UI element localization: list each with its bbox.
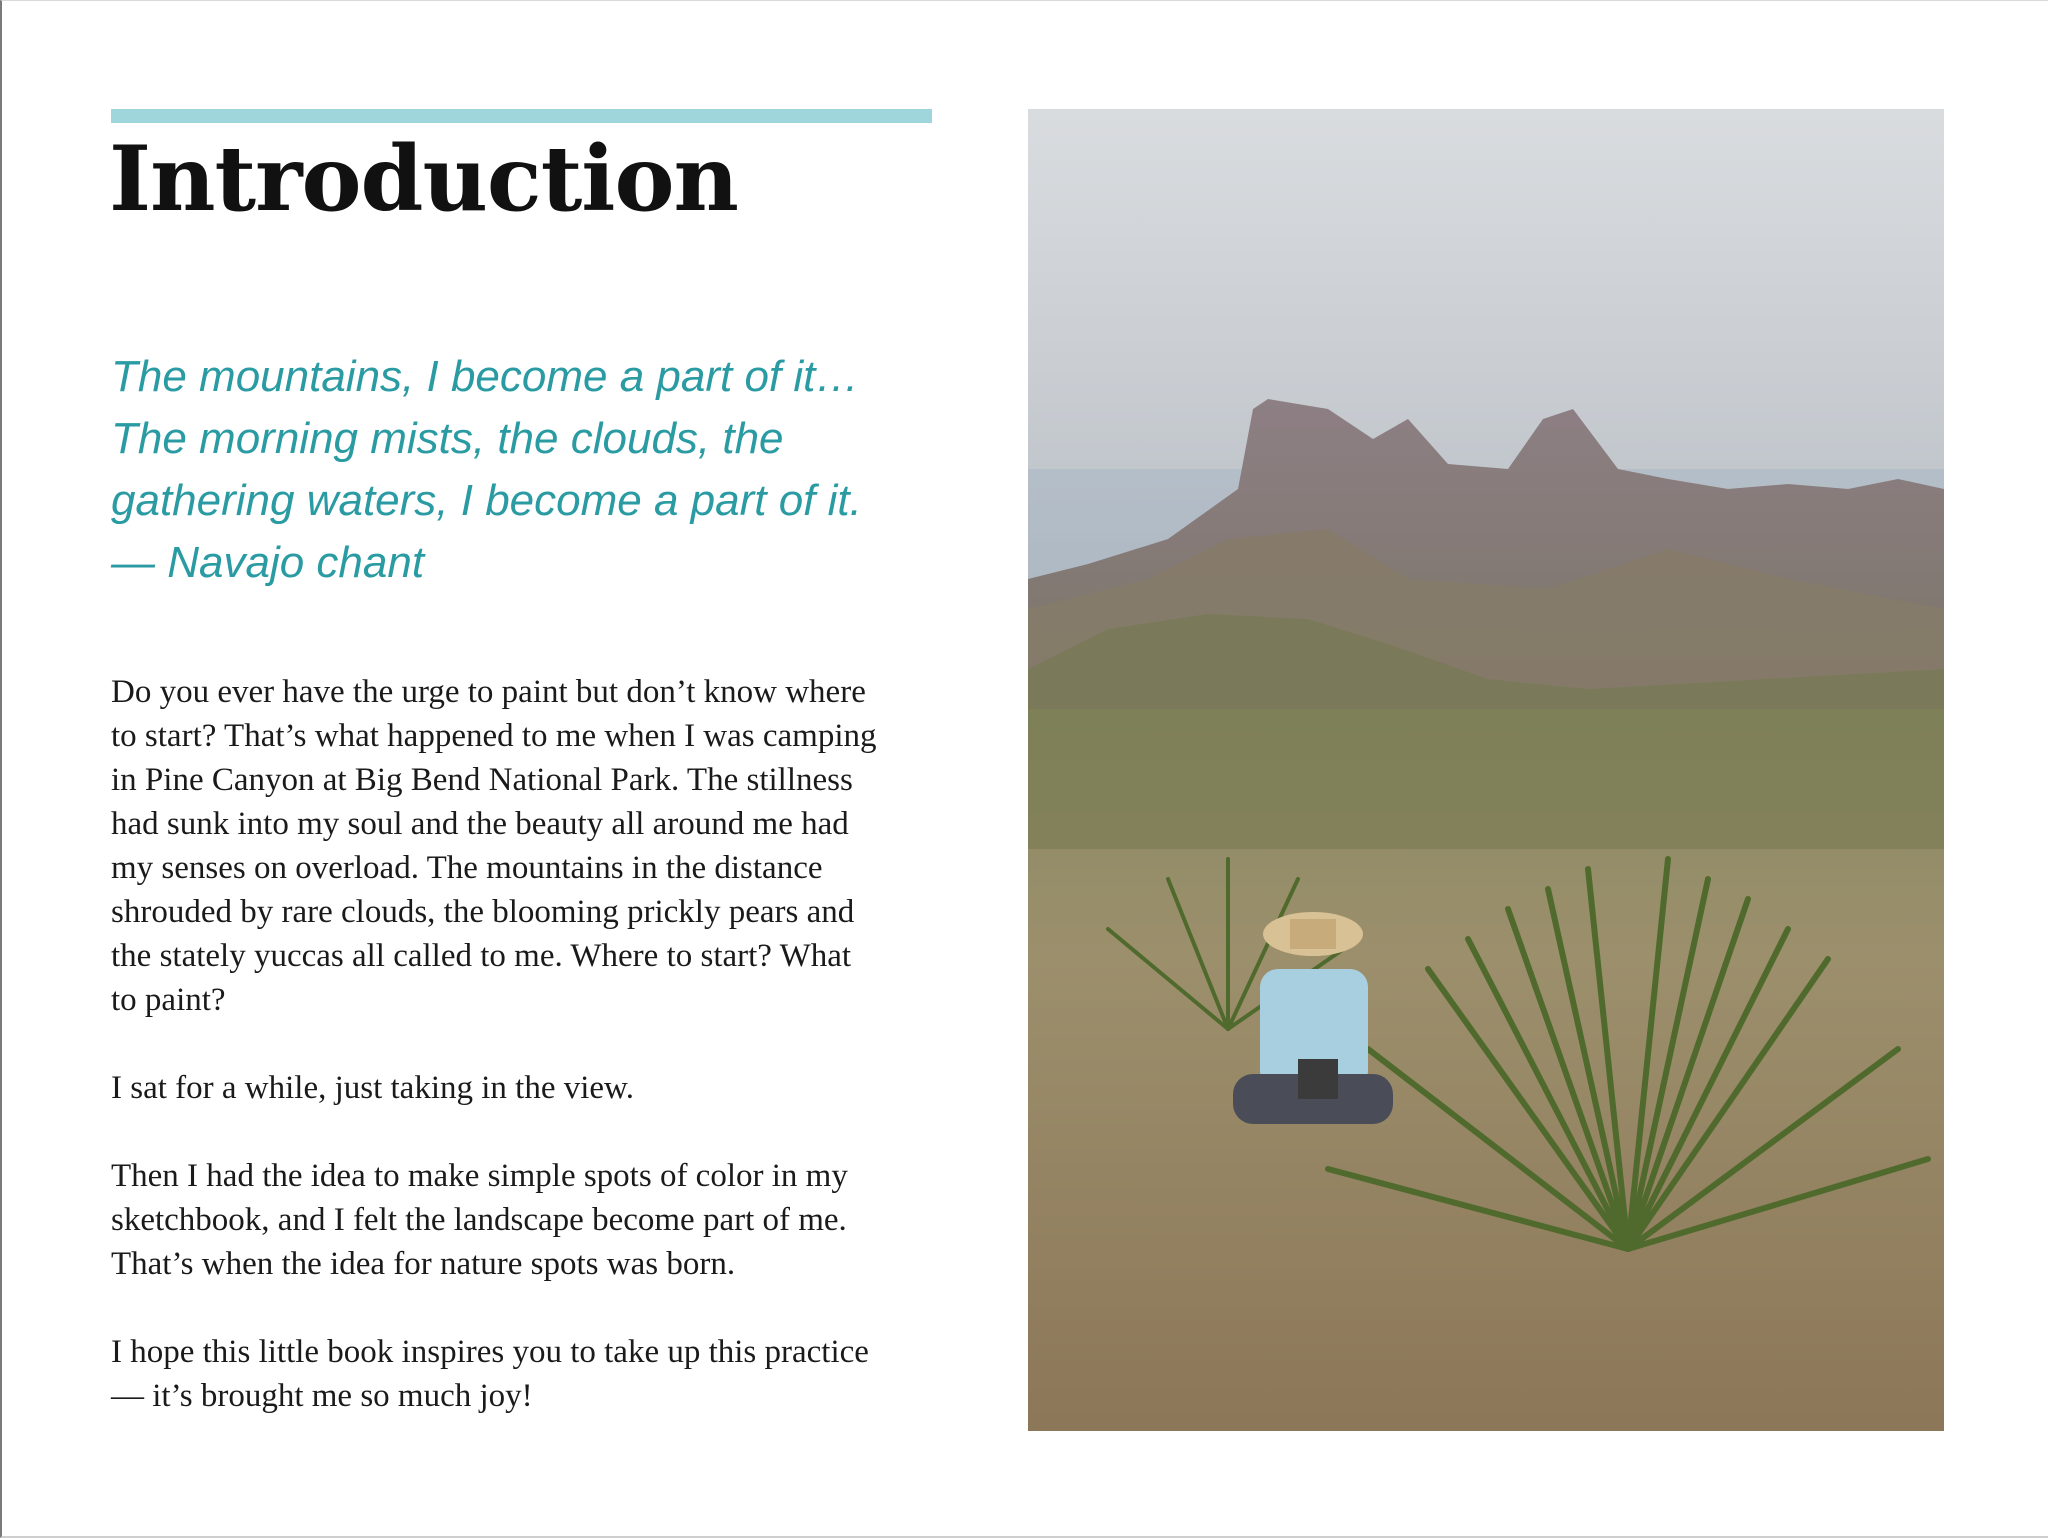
text-line: had sunk into my soul and the beauty all around me had: [111, 806, 849, 842]
text-line: Do you ever have the urge to paint but don’t know where: [111, 674, 866, 710]
page-title: Introduction: [109, 126, 738, 232]
text-line: That’s when the idea for nature spots was born.: [111, 1246, 736, 1282]
paragraph-4: [111, 1330, 941, 1418]
desert-ground: [1028, 709, 1944, 1431]
text-line: shrouded by rare clouds, the blooming prickly pears and: [111, 894, 855, 930]
epigraph-quote: [111, 346, 941, 594]
text-line: I hope this little book inspires you to take up this practice: [111, 1334, 869, 1370]
text-line: Then I had the idea to make simple spots of color in my: [111, 1158, 848, 1194]
text-line: I sat for a while, just taking in the view.: [111, 1070, 634, 1106]
epigraph-attribution: — Navajo chant: [111, 538, 425, 587]
text-line: sketchbook, and I felt the landscape become part of me.: [111, 1202, 847, 1238]
text-line: to paint?: [111, 982, 226, 1018]
text-line: the stately yuccas all called to me. Where to start? What: [111, 938, 852, 974]
paragraph-2: [111, 1066, 941, 1110]
paragraph-1: [111, 670, 941, 1022]
body-text: [111, 670, 941, 1462]
epigraph-line: The morning mists, the clouds, the: [111, 414, 784, 463]
landscape-photo: [1028, 109, 1944, 1431]
epigraph-line: gathering waters, I become a part of it.: [111, 476, 862, 525]
paragraph-3: [111, 1154, 941, 1286]
text-line: in Pine Canyon at Big Bend National Park. The stillness: [111, 762, 853, 798]
text-line: my senses on overload. The mountains in the distance: [111, 850, 823, 886]
text-line: — it’s brought me so much joy!: [111, 1378, 533, 1414]
text-line: to start? That’s what happened to me when I was camping: [111, 718, 877, 754]
epigraph-line: The mountains, I become a part of it…: [111, 352, 860, 401]
